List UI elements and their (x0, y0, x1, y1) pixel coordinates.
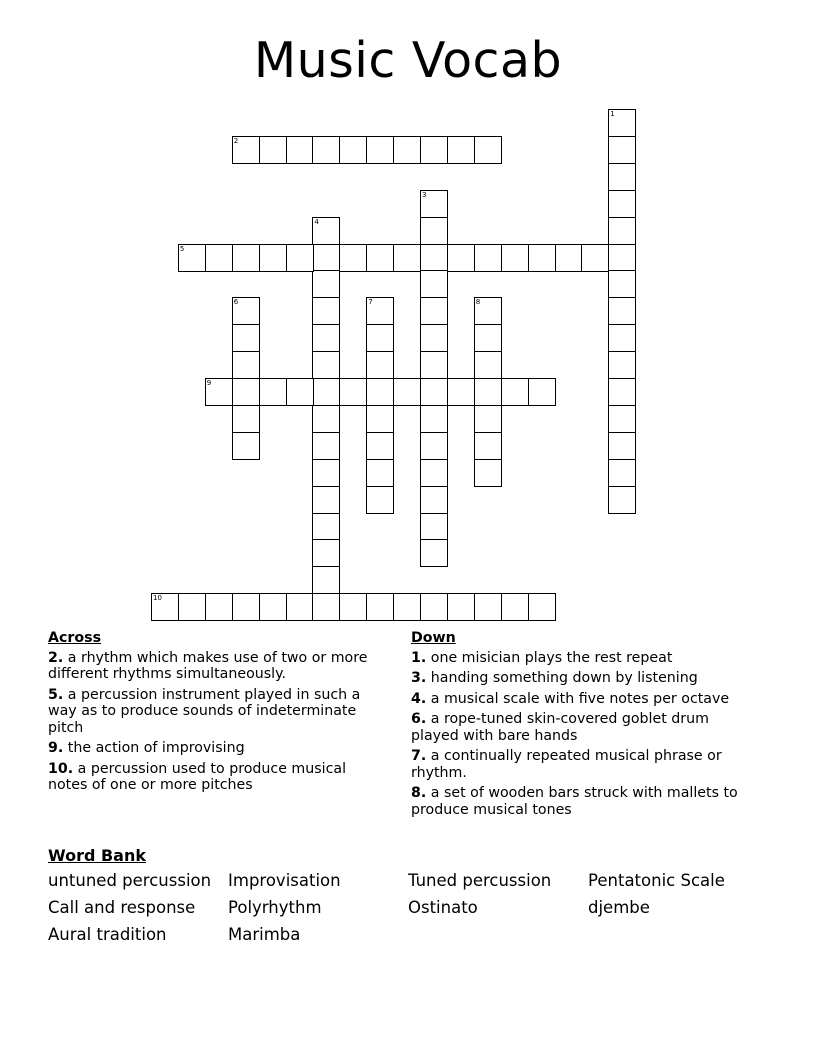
crossword-cell[interactable] (286, 593, 314, 621)
down-clue-list (411, 650, 761, 819)
crossword-cell[interactable] (312, 217, 340, 245)
crossword-cell[interactable] (608, 459, 636, 487)
across-clue (48, 650, 388, 683)
crossword-cell[interactable] (366, 297, 394, 325)
crossword-cell[interactable] (339, 593, 367, 621)
clue-number: 1 (610, 110, 615, 118)
crossword-cell[interactable] (501, 593, 529, 621)
crossword-cell[interactable] (420, 351, 448, 379)
crossword-cell[interactable] (608, 324, 636, 352)
word-bank-item: Ostinato (408, 898, 478, 917)
crossword-cell[interactable] (312, 244, 340, 272)
crossword-cell[interactable] (608, 486, 636, 514)
crossword-cell[interactable] (608, 109, 636, 137)
crossword-cell[interactable] (608, 163, 636, 191)
clue-number: 8 (475, 298, 481, 307)
crossword-cell[interactable] (420, 217, 448, 245)
crossword-cell[interactable] (420, 378, 448, 406)
word-bank-item: Improvisation (228, 871, 341, 890)
crossword-cell[interactable] (393, 136, 421, 164)
clue-number-label: 5. (48, 686, 64, 703)
clue-number-label: 1. (411, 649, 427, 666)
crossword-cell[interactable] (528, 593, 556, 621)
crossword-cell[interactable] (420, 459, 448, 487)
crossword-cell[interactable] (312, 405, 340, 433)
clue-number-label: 8. (411, 785, 427, 801)
crossword-cell[interactable] (420, 539, 448, 567)
crossword-cell[interactable] (420, 432, 448, 460)
word-bank-item: Pentatonic Scale (588, 871, 725, 890)
clue-text: a continually repeated musical phrase or rhythm. (411, 748, 722, 781)
crossword-cell[interactable] (420, 297, 448, 325)
crossword-cell[interactable] (205, 244, 233, 272)
clue-number-label: 9. (48, 740, 64, 756)
crossword-cell[interactable] (447, 378, 475, 406)
clue-text: a rope-tuned skin-covered goblet drum played with bare hands (411, 711, 709, 744)
clue-number: 6 (233, 298, 239, 307)
crossword-cell[interactable] (232, 432, 260, 460)
clue-text: one misician plays the rest repeat (426, 649, 673, 666)
crossword-cell[interactable] (420, 190, 448, 218)
crossword-cell[interactable] (232, 297, 260, 325)
word-bank-item: djembe (588, 898, 650, 917)
crossword-cell[interactable] (420, 513, 448, 541)
crossword-cell[interactable] (474, 324, 502, 352)
clue-number: 5 (179, 244, 185, 253)
crossword-cell[interactable] (608, 190, 636, 218)
down-clue (411, 748, 761, 781)
crossword-cell[interactable] (366, 351, 394, 379)
crossword-cell[interactable] (608, 432, 636, 460)
crossword-cell[interactable] (178, 244, 206, 272)
crossword-cell[interactable] (420, 270, 448, 298)
crossword-cell[interactable] (259, 244, 287, 272)
crossword-cell[interactable] (232, 136, 260, 164)
crossword-cell[interactable] (232, 324, 260, 352)
across-heading: Across (48, 630, 102, 646)
word-bank-list (48, 871, 778, 944)
crossword-cell[interactable] (339, 378, 367, 406)
crossword-cell[interactable] (312, 136, 340, 164)
word-bank-heading: Word Bank (48, 846, 147, 865)
crossword-cell[interactable] (608, 351, 636, 379)
across-clue (48, 761, 388, 794)
crossword-cell[interactable] (474, 593, 502, 621)
crossword-cell[interactable] (528, 378, 556, 406)
clue-number-label: 10. (48, 760, 74, 777)
crossword-cell[interactable] (474, 297, 502, 325)
crossword-cell[interactable] (366, 486, 394, 514)
crossword-cell[interactable] (312, 378, 340, 406)
across-clue-list (48, 650, 388, 794)
crossword-cell[interactable] (474, 432, 502, 460)
clue-number-label: 2. (48, 649, 64, 666)
crossword-cell[interactable] (312, 297, 340, 325)
crossword-cell[interactable] (608, 378, 636, 406)
clue-text: a percussion instrument played in such a way as to produce sounds of indeterminate pitch (48, 686, 361, 736)
crossword-cell[interactable] (312, 324, 340, 352)
across-clues (48, 630, 388, 798)
word-bank-item: Marimba (228, 925, 301, 944)
clue-number: 9 (206, 379, 212, 387)
crossword-cell[interactable] (312, 539, 340, 567)
crossword-cell[interactable] (581, 244, 609, 272)
crossword-cell[interactable] (259, 593, 287, 621)
crossword-cell[interactable] (312, 486, 340, 514)
crossword-cell[interactable] (501, 244, 529, 272)
crossword-cell[interactable] (474, 136, 502, 164)
crossword-cell[interactable] (608, 217, 636, 245)
down-clues (411, 630, 761, 822)
crossword-cell[interactable] (608, 270, 636, 298)
crossword-cell[interactable] (474, 244, 502, 272)
crossword-cell[interactable] (366, 378, 394, 406)
word-bank-item: untuned percussion (48, 871, 212, 890)
crossword-cell[interactable] (312, 566, 340, 594)
crossword-cell[interactable] (447, 136, 475, 164)
crossword-cell[interactable] (205, 593, 233, 621)
crossword-cell[interactable] (366, 324, 394, 352)
crossword-cell[interactable] (474, 459, 502, 487)
clue-text: the action of improvising (63, 740, 245, 756)
down-clue (411, 670, 761, 687)
down-clue (411, 711, 761, 744)
down-heading: Down (411, 630, 456, 646)
down-clue (411, 785, 761, 818)
crossword-cell[interactable] (393, 378, 421, 406)
crossword-cell[interactable] (232, 244, 260, 272)
word-bank (48, 846, 778, 944)
crossword-cell[interactable] (393, 244, 421, 272)
crossword-cell[interactable] (474, 351, 502, 379)
crossword-cell[interactable] (447, 244, 475, 272)
crossword-cell[interactable] (178, 593, 206, 621)
crossword-cell[interactable] (312, 513, 340, 541)
clue-number: 10 (153, 594, 162, 603)
clue-number-label: 4. (411, 690, 427, 707)
clue-number-label: 7. (411, 748, 427, 764)
crossword-cell[interactable] (286, 378, 314, 406)
crossword-cell[interactable] (259, 378, 287, 406)
crossword-cell[interactable] (312, 351, 340, 379)
crossword-cell[interactable] (366, 136, 394, 164)
crossword-cell[interactable] (339, 244, 367, 272)
clue-number: 2 (233, 136, 239, 145)
clue-number-label: 3. (411, 670, 427, 686)
word-bank-item: Tuned percussion (408, 871, 552, 890)
clue-number: 4 (314, 217, 319, 226)
crossword-cell[interactable] (151, 593, 179, 621)
crossword-cell[interactable] (339, 136, 367, 164)
crossword-cell[interactable] (366, 405, 394, 433)
clue-number: 3 (422, 190, 427, 199)
crossword-cell[interactable] (312, 593, 340, 621)
clue-text: a rhythm which makes use of two or more different rhythms simultaneously. (48, 649, 368, 682)
crossword-cell[interactable] (420, 324, 448, 352)
clue-text: a percussion used to produce musical notes of one or more pitches (48, 760, 347, 793)
clue-text: a musical scale with five notes per octave (426, 690, 730, 707)
crossword-cell[interactable] (312, 270, 340, 298)
crossword-cell[interactable] (366, 432, 394, 460)
crossword-cell[interactable] (286, 244, 314, 272)
down-clue (411, 691, 761, 708)
word-bank-item: Call and response (48, 898, 196, 917)
crossword-cell[interactable] (420, 244, 448, 272)
word-bank-item: Aural tradition (48, 925, 167, 944)
crossword-cell[interactable] (232, 593, 260, 621)
crossword-cell[interactable] (232, 351, 260, 379)
crossword-cell[interactable] (474, 405, 502, 433)
crossword-cell[interactable] (366, 244, 394, 272)
crossword-cell[interactable] (474, 378, 502, 406)
word-bank-item: Polyrhythm (228, 898, 322, 917)
crossword-cell[interactable] (420, 486, 448, 514)
crossword-cell[interactable] (608, 405, 636, 433)
across-clue (48, 740, 388, 757)
crossword-cell[interactable] (420, 405, 448, 433)
down-clue (411, 650, 761, 667)
crossword-cell[interactable] (528, 244, 556, 272)
crossword-cell[interactable] (312, 432, 340, 460)
crossword-cell[interactable] (366, 459, 394, 487)
crossword-cell[interactable] (501, 378, 529, 406)
crossword-cell[interactable] (232, 378, 260, 406)
crossword-cell[interactable] (286, 136, 314, 164)
crossword-cell[interactable] (205, 378, 233, 406)
clue-text: handing something down by listening (426, 670, 698, 686)
clue-number: 7 (368, 298, 373, 307)
crossword-cell[interactable] (608, 244, 636, 272)
crossword-cell[interactable] (420, 593, 448, 621)
crossword-cell[interactable] (608, 136, 636, 164)
across-clue (48, 687, 388, 737)
page-title: Music Vocab (253, 32, 563, 89)
crossword-cell[interactable] (259, 136, 287, 164)
crossword-cell[interactable] (366, 593, 394, 621)
crossword-cell[interactable] (608, 297, 636, 325)
crossword-cell[interactable] (420, 136, 448, 164)
clue-text: a set of wooden bars struck with mallets to produce musical tones (411, 785, 738, 818)
crossword-cell[interactable] (555, 244, 583, 272)
crossword-cell[interactable] (393, 593, 421, 621)
clue-number-label: 6. (411, 711, 427, 727)
crossword-cell[interactable] (447, 593, 475, 621)
crossword-cell[interactable] (232, 405, 260, 433)
crossword-cell[interactable] (312, 459, 340, 487)
